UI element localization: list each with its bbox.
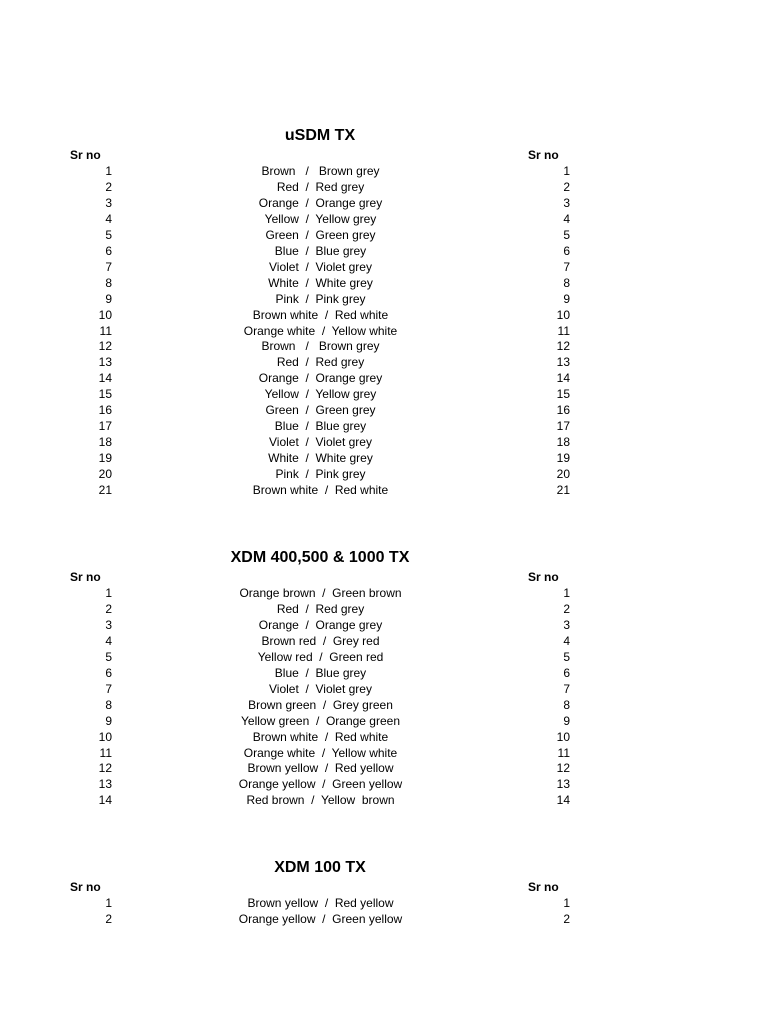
row-number-right: 10 (556, 307, 570, 322)
row-number-left: 5 (105, 227, 112, 242)
row-number-right: 20 (556, 467, 570, 482)
color-pair: Violet / Violet grey (269, 681, 372, 696)
row-number-right: 12 (556, 339, 570, 354)
sr-no-header-left: Sr no (70, 880, 101, 894)
row-number-left: 2 (105, 601, 112, 616)
table-row (0, 259, 768, 275)
row-number-left: 2 (105, 911, 112, 926)
table-row (0, 402, 768, 418)
color-pair: Red / Red grey (276, 601, 365, 616)
color-pair: Yellow / Yellow grey (264, 387, 377, 402)
row-number-right: 10 (556, 729, 570, 744)
table-row (0, 386, 768, 402)
row-number-right: 5 (563, 649, 570, 664)
table-row (0, 745, 768, 761)
row-number-right: 1 (563, 896, 570, 910)
row-number-left: 13 (98, 355, 112, 370)
color-pair: Brown yellow / Red yellow (247, 761, 394, 776)
row-number-left: 3 (105, 195, 112, 210)
table-row (0, 729, 768, 745)
row-number-right: 19 (556, 451, 570, 466)
row-number-left: 8 (105, 275, 112, 290)
color-pair: Brown white / Red white (252, 307, 389, 322)
table-row (0, 911, 768, 927)
row-number-left: 16 (98, 403, 112, 418)
row-number-right: 2 (563, 911, 570, 926)
row-number-left: 12 (98, 339, 112, 354)
row-number-right: 8 (563, 275, 570, 290)
color-pair: Yellow green / Orange green (241, 713, 400, 728)
row-number-right: 3 (563, 195, 570, 210)
row-number-right: 11 (557, 745, 570, 760)
row-number-left: 17 (98, 419, 112, 434)
table-row (0, 370, 768, 386)
color-pair: Pink / Pink grey (275, 467, 366, 482)
color-pair: White / White grey (268, 451, 373, 466)
color-pair: Orange brown / Green brown (239, 586, 402, 600)
row-number-right: 3 (563, 617, 570, 632)
row-number-right: 2 (563, 179, 570, 194)
sr-no-header-right: Sr no (528, 570, 559, 584)
color-pair: Violet / Violet grey (269, 435, 372, 450)
row-number-left: 1 (105, 164, 112, 178)
row-number-left: 18 (98, 435, 112, 450)
row-number-left: 7 (105, 259, 112, 274)
color-pair: Green / Green grey (265, 403, 376, 418)
table-row (0, 275, 768, 291)
sr-no-header-left: Sr no (70, 148, 101, 162)
table-row (0, 243, 768, 259)
row-number-right: 16 (556, 403, 570, 418)
row-number-right: 14 (556, 793, 570, 808)
color-pair: Brown white / Red white (252, 729, 389, 744)
row-number-right: 4 (563, 211, 570, 226)
row-number-left: 19 (98, 451, 112, 466)
row-number-right: 12 (556, 761, 570, 776)
color-pair: White / White grey (268, 275, 373, 290)
table-row (0, 450, 768, 466)
row-number-left: 15 (98, 387, 112, 402)
color-pair: Yellow / Yellow grey (264, 211, 377, 226)
table-row (0, 227, 768, 243)
section-title: uSDM TX (284, 127, 356, 144)
color-pair: Orange white / Yellow white (243, 323, 398, 338)
table-row (0, 338, 768, 354)
row-number-right: 13 (556, 355, 570, 370)
color-pair: Violet / Violet grey (269, 259, 372, 274)
row-number-left: 2 (105, 179, 112, 194)
color-pair: Brown red / Grey red (261, 633, 380, 648)
row-number-left: 14 (98, 793, 112, 808)
table-row (0, 307, 768, 323)
color-pair: Red / Red grey (276, 355, 365, 370)
table-row (0, 466, 768, 482)
table-row (0, 681, 768, 697)
row-number-left: 4 (105, 211, 112, 226)
color-pair: Orange / Orange grey (258, 195, 383, 210)
table-row (0, 697, 768, 713)
row-number-right: 9 (563, 291, 570, 306)
row-number-right: 6 (563, 665, 570, 680)
table-row (0, 418, 768, 434)
color-pair: Brown white / Red white (252, 483, 389, 497)
table-row (0, 601, 768, 617)
row-number-right: 6 (563, 243, 570, 258)
color-pair: Blue / Blue grey (274, 419, 367, 434)
table-row (0, 585, 768, 601)
color-pair: Orange / Orange grey (258, 617, 383, 632)
row-number-right: 4 (563, 633, 570, 648)
row-number-left: 4 (105, 633, 112, 648)
table-row (0, 195, 768, 211)
table-row (0, 760, 768, 776)
table-row (0, 792, 768, 808)
row-number-right: 21 (556, 483, 570, 497)
row-number-left: 12 (98, 761, 112, 776)
row-number-right: 5 (563, 227, 570, 242)
table-row (0, 633, 768, 649)
table-row (0, 482, 768, 498)
color-pair: Red / Red grey (276, 179, 365, 194)
table-row (0, 354, 768, 370)
section-title: XDM 100 TX (274, 859, 366, 876)
color-pair: Orange yellow / Green yellow (238, 777, 403, 792)
color-pair: Brown yellow / Red yellow (247, 896, 394, 910)
table-row (0, 163, 768, 179)
row-number-left: 8 (105, 697, 112, 712)
row-number-right: 7 (563, 681, 570, 696)
row-number-right: 15 (556, 387, 570, 402)
row-number-left: 6 (105, 665, 112, 680)
table-row (0, 895, 768, 911)
sr-no-header-right: Sr no (528, 148, 559, 162)
row-number-left: 9 (105, 713, 112, 728)
sr-no-header-right: Sr no (528, 880, 559, 894)
row-number-right: 17 (556, 419, 570, 434)
row-number-right: 18 (556, 435, 570, 450)
table-row (0, 211, 768, 227)
row-number-right: 1 (563, 164, 570, 178)
row-number-left: 11 (99, 323, 112, 338)
row-number-left: 5 (105, 649, 112, 664)
table-row (0, 649, 768, 665)
table-row (0, 291, 768, 307)
color-pair: Orange yellow / Green yellow (238, 911, 403, 926)
color-pair: Red brown / Yellow brown (246, 793, 395, 808)
row-number-right: 11 (557, 323, 570, 338)
color-pair: Pink / Pink grey (275, 291, 366, 306)
table-row (0, 434, 768, 450)
table-row (0, 617, 768, 633)
row-number-left: 6 (105, 243, 112, 258)
row-number-left: 21 (98, 483, 112, 497)
color-pair: Blue / Blue grey (274, 243, 367, 258)
row-number-left: 1 (105, 586, 112, 600)
color-pair: Orange / Orange grey (258, 371, 383, 386)
table-row (0, 323, 768, 339)
row-number-left: 10 (98, 729, 112, 744)
color-pair: Brown / Brown grey (261, 339, 380, 354)
section-title: XDM 400,500 & 1000 TX (230, 549, 410, 566)
table-row (0, 665, 768, 681)
color-pair: Green / Green grey (265, 227, 376, 242)
table-row (0, 776, 768, 792)
row-number-left: 20 (98, 467, 112, 482)
table-row (0, 713, 768, 729)
row-number-left: 10 (98, 307, 112, 322)
row-number-right: 14 (556, 371, 570, 386)
color-pair: Orange white / Yellow white (243, 745, 398, 760)
row-number-left: 14 (98, 371, 112, 386)
sr-no-header-left: Sr no (70, 570, 101, 584)
row-number-left: 13 (98, 777, 112, 792)
color-pair: Yellow red / Green red (257, 649, 384, 664)
row-number-left: 9 (105, 291, 112, 306)
row-number-right: 2 (563, 601, 570, 616)
color-pair: Blue / Blue grey (274, 665, 367, 680)
row-number-right: 13 (556, 777, 570, 792)
row-number-left: 7 (105, 681, 112, 696)
row-number-left: 3 (105, 617, 112, 632)
color-pair: Brown green / Grey green (248, 697, 393, 712)
row-number-left: 11 (99, 745, 112, 760)
color-pair: Brown / Brown grey (261, 164, 380, 178)
row-number-right: 9 (563, 713, 570, 728)
row-number-left: 1 (105, 896, 112, 910)
row-number-right: 1 (563, 586, 570, 600)
table-row (0, 179, 768, 195)
row-number-right: 8 (563, 697, 570, 712)
row-number-right: 7 (563, 259, 570, 274)
